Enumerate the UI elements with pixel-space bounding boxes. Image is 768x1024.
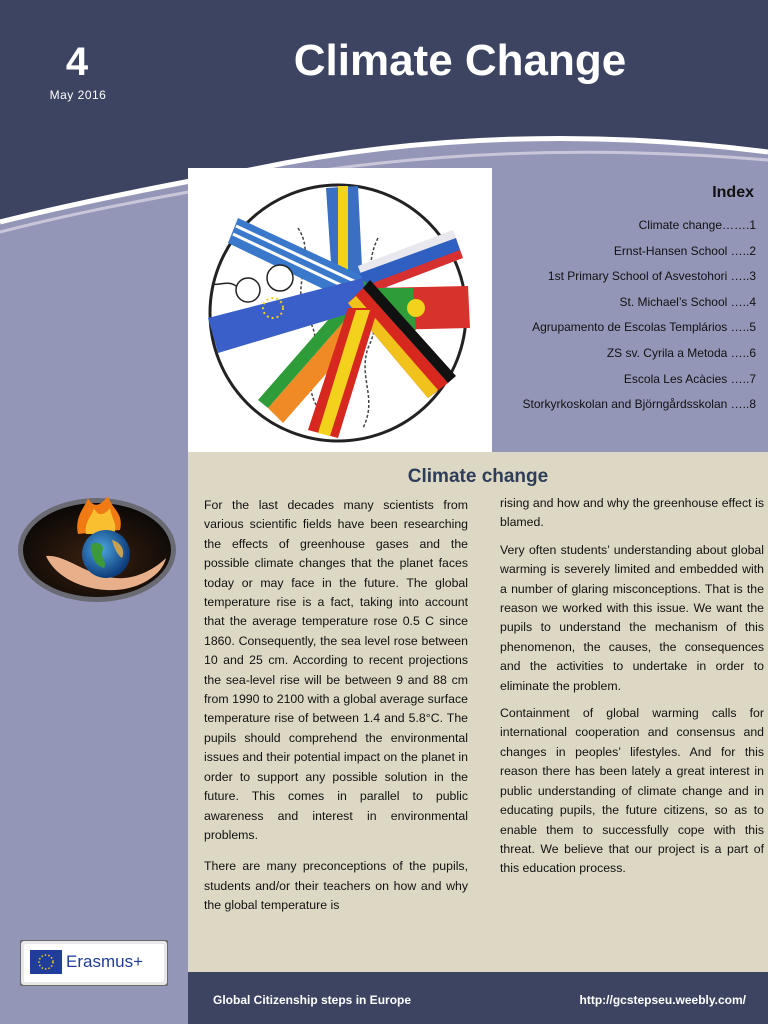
article-paragraph: Containment of global warming calls for international cooperation and consensus and changes in peoples’ lifestyles. And for this reason there has been lately a great interest in public understanding of climate change and in educating pupils, the future citizens, so as to enable them to successfully cope with this threat. We believe that our project is a part of this education process. [500,706,764,876]
issue-date: May 2016 [49,88,107,102]
erasmus-label: Erasmus+ [66,952,143,971]
globe-in-hand-image [16,496,178,604]
project-logo [188,168,492,452]
footer-bar [188,972,768,1024]
index-item: ZS sv. Cyrila a Metoda …..6 [606,345,756,360]
article-paragraph: There are many preconceptions of the pupils, students and/or their teachers on how and why the global temperature is [204,859,468,913]
index-item: Storkyrkoskolan and Björngårdsskolan …..8 [522,397,756,412]
index-item: 1st Primary School of Asvestohori …..3 [547,269,756,284]
index-title: Index [712,184,754,201]
page-title: Climate Change [293,36,627,85]
globe-flags-logo [188,168,492,452]
article-title: Climate change [407,466,549,487]
article-column-left [204,496,468,924]
article-paragraph: rising and how and why the greenhouse effect is blamed. [500,496,764,530]
article-column-right [500,494,764,887]
index-item: St. Michael’s School …..4 [619,294,756,309]
article-content [188,452,768,972]
erasmus-logo [20,940,168,986]
index-item: Agrupamento de Escolas Templários …..5 [532,320,756,335]
footer-website-link[interactable]: http://gcstepseu.weebly.com/ [579,993,746,1007]
issue-number: 4 [65,40,89,84]
index-item: Climate change…….1 [638,218,756,232]
index-item: Escola Les Acàcies …..7 [623,371,756,386]
index-item: Ernst-Hansen School …..2 [613,243,756,258]
footer-project-name: Global Citizenship steps in Europe [213,993,412,1007]
article-paragraph: Very often students’ understanding about global warming is severely limited and embedded with a number of glaring misconceptions. That is the reason we worked with this issue. We want the pupils to understand the mechanism of this phenomenon, the causes, the consequences and the activities to undertake in order to eliminate the problem. [500,542,764,693]
article-paragraph: For the last decades many scientists from various scientific fields have been researching the effects of greenhouse gases and the possible climate changes that the planet faces today or may face in the future. The global temperature rise is a fact, taking into account that the average temperature rose 0.5 C since 1860. Consequently, the sea level rose between 10 and 25 cm. According to recent projections the sea-level rise will be between 9 and 88 cm from 1990 to 2100 with a global average surface temperature rise of between 1.4 and 5.8°C. The pupils should comprehend the environmental issues and their potential impact on the planet in order to support any possible solution in the future. This comes in parallel to public awareness and interest in environmental problems. [204,498,468,842]
index-panel [492,168,768,452]
index-list [523,216,756,421]
